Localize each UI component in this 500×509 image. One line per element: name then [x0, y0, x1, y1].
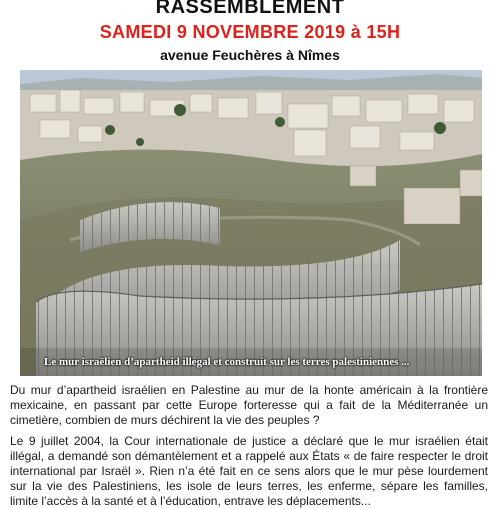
wall-landscape-image	[20, 70, 482, 376]
separation-wall-photo	[20, 70, 482, 376]
event-date: SAMEDI 9 NOVEMBRE 2019 à 15H	[99, 22, 401, 42]
photo-caption: Le mur israëlien d’apartheid illégal et construit sur les terres palestiniennes ...	[44, 356, 410, 368]
intro-paragraph: Du mur d’apartheid israélien en Palestine au mur de la honte américain à la frontière mexicaine, en passant par cette Europe forteresse qui a fait de la Méditerranée un cimetière, combien de murs déchirent la vie des peuples ?	[10, 383, 488, 427]
court-ruling-paragraph: Le 9 juillet 2004, la Cour internationale de justice a déclaré que le mur israélien était illégal, a demandé son démantèlement et a rappelé aux États « de faire respecter le droit international par Israël ». Rien n’a été fait en ce sens alors que le mur pèse lourdement sur la vie des Palestiniens, les isole de leurs terres, les enferme, sépare les familles, limite l’accès à la santé et à l’éducation, entrave les déplacements...	[10, 434, 488, 508]
poster-header	[0, 0, 500, 70]
poster-title: RASSEMBLEMENT	[155, 0, 345, 18]
event-location: avenue Feuchères à Nîmes	[160, 47, 340, 63]
